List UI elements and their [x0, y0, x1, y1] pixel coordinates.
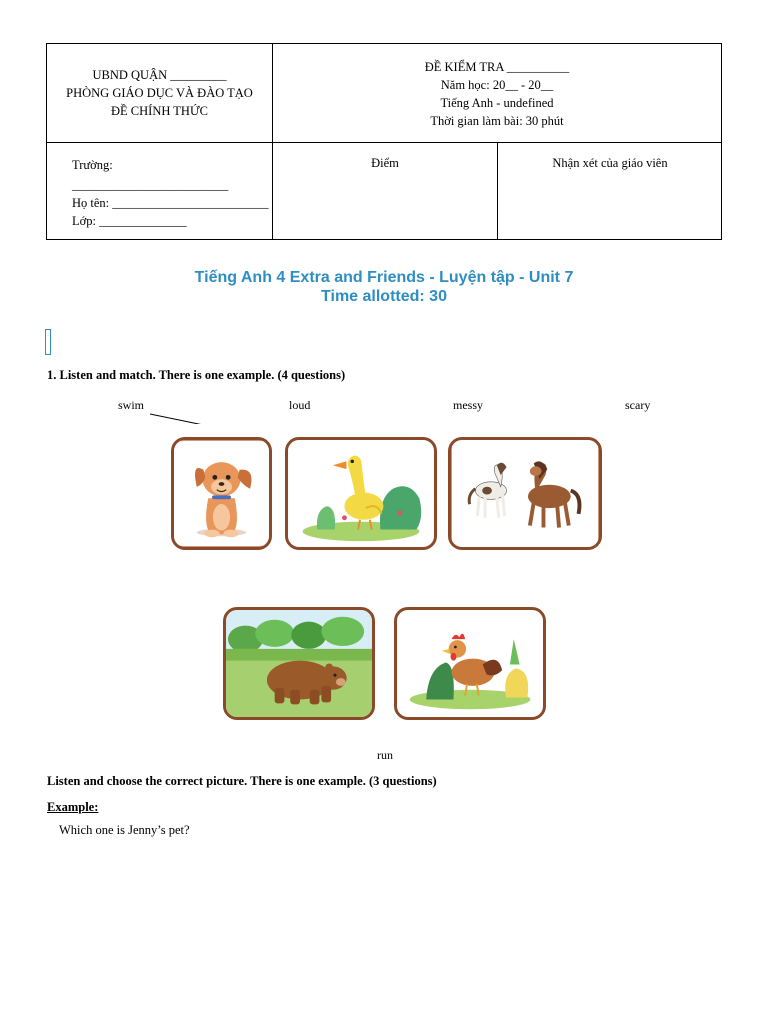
bear-icon — [226, 610, 372, 717]
org-line-3: ĐỀ CHÍNH THỨC — [111, 104, 208, 118]
dog-icon — [174, 440, 269, 547]
class-label: Lớp: ______________ — [72, 214, 187, 228]
word-run: run — [377, 748, 393, 762]
page-title: Tiếng Anh 4 Extra and Friends - Luyện tập - Unit 7 — [194, 269, 574, 286]
question-2: Listen and choose the correct picture. There is one example. (3 questions) — [47, 774, 437, 788]
word-messy: messy — [453, 398, 483, 412]
time-limit: Thời gian làm bài: 30 phút — [430, 114, 564, 128]
word-swim: swim — [118, 398, 145, 412]
word-scary: scary — [625, 398, 651, 412]
horses-picture[interactable] — [448, 437, 602, 550]
exam-title: ĐỀ KIỂM TRA __________ — [424, 60, 570, 74]
example-question: Which one is Jenny’s pet? — [59, 823, 190, 837]
school-blank: _________________________ — [72, 178, 229, 192]
rooster-icon — [397, 610, 543, 717]
org-line-2: PHÒNG GIÁO DỤC VÀ ĐÀO TẠO — [66, 86, 253, 100]
duck-picture[interactable] — [285, 437, 437, 550]
horses-icon — [451, 440, 599, 547]
org-line-1: UBND QUẬN _________ — [92, 68, 227, 82]
duck-icon — [288, 440, 434, 547]
rooster-picture[interactable] — [394, 607, 546, 720]
example-label: Example: — [47, 800, 99, 814]
bear-picture[interactable] — [223, 607, 375, 720]
school-label: Trường: — [72, 158, 113, 172]
name-label: Họ tên: _________________________ — [72, 196, 269, 210]
dog-picture[interactable] — [171, 437, 272, 550]
word-loud: loud — [289, 398, 311, 412]
comment-label: Nhận xét của giáo viên — [552, 156, 668, 170]
school-year: Năm học: 20__ - 20__ — [440, 78, 554, 92]
score-label: Điểm — [371, 156, 399, 170]
subject: Tiếng Anh - undefined — [440, 96, 554, 110]
question-1: 1. Listen and match. There is one example. (4 questions) — [47, 368, 346, 382]
time-allotted: Time allotted: 30 — [321, 288, 447, 305]
